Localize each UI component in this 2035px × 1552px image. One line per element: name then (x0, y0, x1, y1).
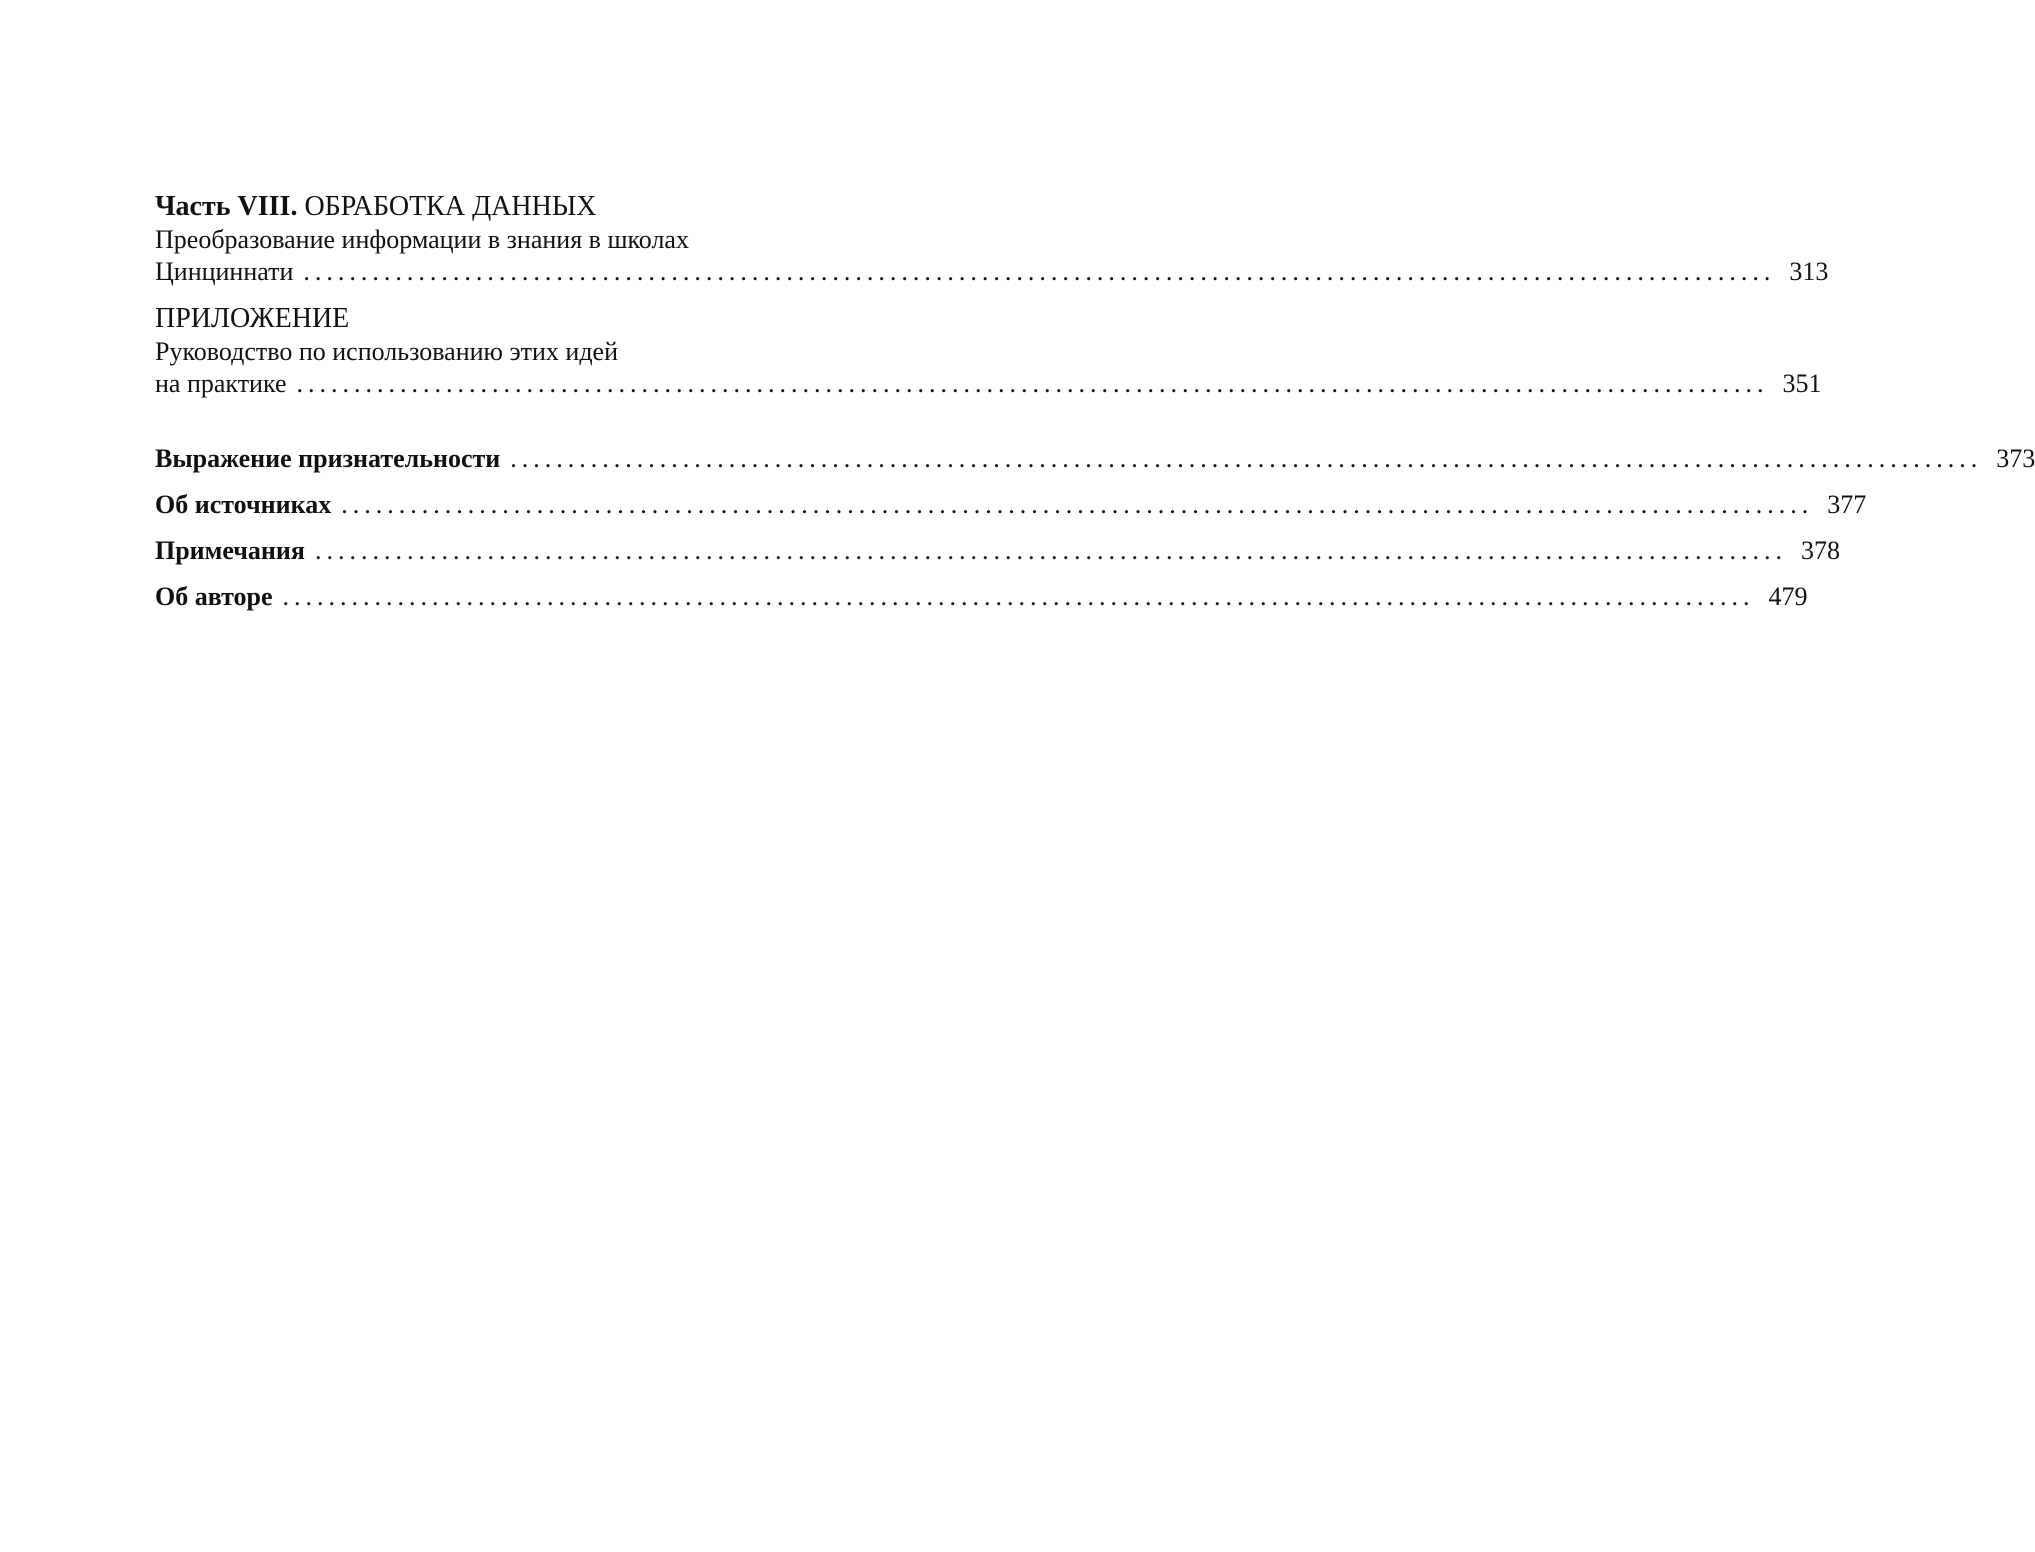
page-number: 373 (1996, 444, 2035, 473)
part-8-subtitle-line-1: Преобразование информации в знания в школах (155, 225, 689, 254)
appendix-subtitle-line-1: Руководство по использованию этих идей (155, 337, 618, 366)
entry-label: Об источниках (155, 490, 332, 519)
part-8-heading (155, 190, 895, 224)
dot-leader: ................................................................................................................................ (282, 582, 1755, 611)
dot-leader: ................................................................................................................................ (303, 257, 1776, 286)
toc-backmatter (155, 436, 2035, 620)
toc-section-appendix (155, 302, 1822, 400)
toc-entry-part-8[interactable] (155, 256, 1829, 288)
page-number: 479 (1768, 582, 1808, 611)
dot-leader: ................................................................................................................................ (510, 444, 1983, 473)
toc-entry-about-author[interactable] (155, 574, 1808, 620)
toc-entry-appendix[interactable] (155, 368, 1822, 400)
appendix-heading: ПРИЛОЖЕНИЕ (155, 303, 350, 334)
toc-entry-sources[interactable] (155, 482, 1867, 528)
page-number: 377 (1827, 490, 1867, 519)
dot-leader: ................................................................................................................................ (314, 536, 1787, 565)
page-number: 351 (1782, 369, 1822, 398)
entry-label: Выражение признательности (155, 444, 501, 473)
appendix-subtitle-line-2: на практике (155, 369, 287, 398)
part-8-prefix: Часть VIII. (155, 191, 298, 222)
dot-leader: ................................................................................................................................ (341, 490, 1814, 519)
toc-entry-notes[interactable] (155, 528, 1840, 574)
page-number: 313 (1789, 257, 1829, 286)
toc-section-part-8 (155, 190, 1829, 288)
page-number: 378 (1800, 536, 1840, 565)
part-8-title: ОБРАБОТКА ДАННЫХ (304, 191, 597, 222)
toc-entry-acknowledgements[interactable] (155, 436, 2035, 482)
entry-label: Примечания (155, 536, 305, 565)
entry-label: Об авторе (155, 582, 273, 611)
table-of-contents (155, 190, 2035, 620)
part-8-subtitle-line-2: Цинциннати (155, 257, 294, 286)
dot-leader: ................................................................................................................................ (296, 369, 1769, 398)
